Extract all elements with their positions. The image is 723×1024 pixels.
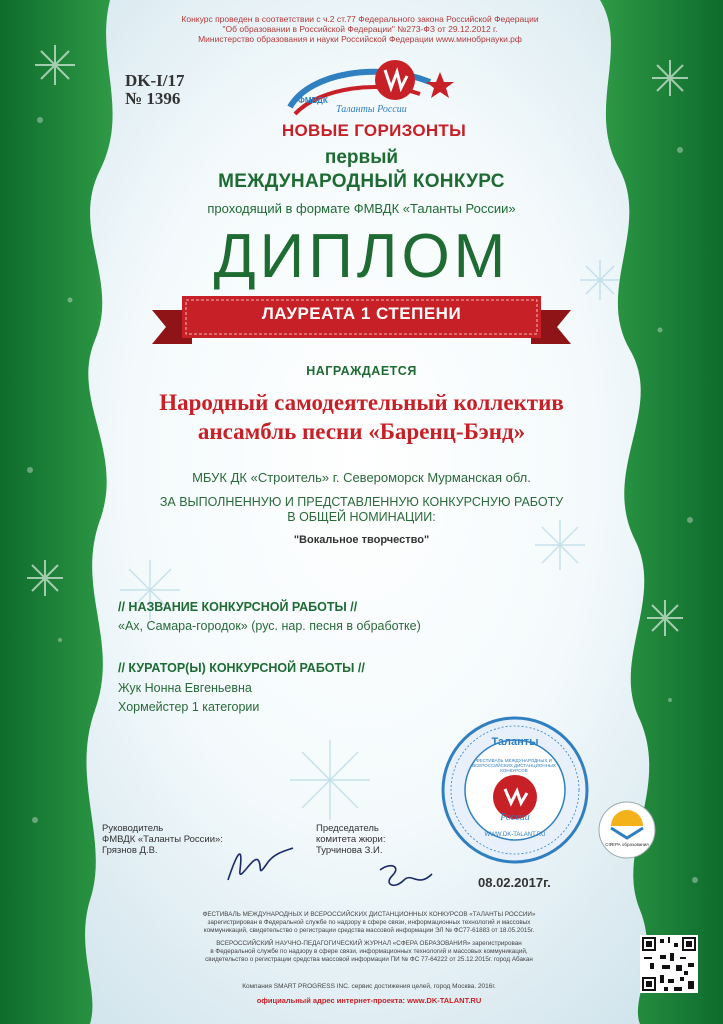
qr-code xyxy=(640,935,698,993)
recipient-name xyxy=(100,388,623,446)
curator-heading: // КУРАТОР(Ы) КОНКУРСНОЙ РАБОТЫ // xyxy=(118,661,365,675)
issue-date: 08.02.2017г. xyxy=(478,875,551,890)
brand-name: НОВЫЕ ГОРИЗОНТЫ xyxy=(281,121,467,140)
footer-2-line-2: в Федеральной службе по надзору в сфере связи, информационных технологий и массовых коммуникаций, xyxy=(210,948,528,955)
footer-official-site[interactable]: официальный адрес интернет-проекта: www.DK-TALANT.RU xyxy=(256,996,482,1005)
work-statement-line-1: ЗА ВЫПОЛНЕННУЮ И ПРЕДСТАВЛЕННУЮ КОНКУРСНУЮ РАБОТУ xyxy=(159,495,564,509)
footer-registration-2 xyxy=(168,940,570,964)
signature-left-handwriting xyxy=(218,840,298,890)
footer-company: Компания SMART PROGRESS INC. сервис достижения целей, город Москва. 2016г. xyxy=(242,983,496,990)
signature-right-handwriting xyxy=(372,858,442,898)
laureate-degree: ЛАУРЕАТА 1 СТЕПЕНИ xyxy=(261,304,462,323)
sfera-obrazovaniya-logo xyxy=(597,800,657,860)
work-statement xyxy=(110,495,613,525)
edu-logo-caption: СФЕРА образования xyxy=(605,842,649,847)
nomination: "Вокальное творчество" xyxy=(293,534,430,546)
stamp-site: WWW.DK-TALANT.RU xyxy=(484,832,546,838)
work-title: «Ах, Самара-городок» (рус. нар. песня в обработке) xyxy=(118,619,421,633)
signature-left-name: Грязнов Д.В. xyxy=(102,845,158,856)
footer-1-line-2: зарегистрирован в Федеральной службе по надзору в сфере связи, информационных технологий и массовых xyxy=(207,919,531,926)
signature-right-block xyxy=(316,823,385,856)
recipient-organization: МБУК ДК «Строитель» г. Североморск Мурманская обл. xyxy=(192,470,531,485)
signature-left-title-2: ФМВДК «Таланты России»: xyxy=(102,834,223,845)
signature-right-title-2: комитета жюри: xyxy=(316,834,386,845)
contest-title: МЕЖДУНАРОДНЫЙ КОНКУРС xyxy=(218,171,505,192)
footer-2-line-3: свидетельство о регистрации средства массовой информации ПИ № ФС 77-64222 от 25.12.2015г. город Абакан xyxy=(205,956,533,963)
signature-right-title-1: Председатель xyxy=(316,823,379,834)
legal-notice-line-2: "Об образовании в Российской Федерации" №273-ФЗ от 29.12.2012 г. xyxy=(222,24,498,34)
legal-notice xyxy=(160,14,560,44)
contest-format: проходящий в формате ФМВДК «Таланты России» xyxy=(207,201,516,216)
recipient-line-2: ансамбль песни «Баренц-Бэнд» xyxy=(197,419,526,444)
legal-notice-line-3: Министерство образования и науки Российской Федерации www.минобрнауки.рф xyxy=(198,34,522,44)
signature-left-title-1: Руководитель xyxy=(102,823,164,834)
stamp-ring-text: ФЕСТИВАЛЬ МЕЖДУНАРОДНЫХ И ВСЕРОССИЙСКИХ ДИСТАНЦИОННЫХ КОНКУРСОВ xyxy=(472,758,556,773)
footer-registration-1 xyxy=(168,911,570,935)
footer-1-line-3: коммуникаций, свидетельство о регистрации средства массовой информации ЭЛ № ФС77-61883 от 18.05.2015г. xyxy=(203,927,535,934)
recipient-line-1: Народный самодеятельный коллектив xyxy=(159,390,564,415)
stamp-center-text-2: России xyxy=(500,812,530,823)
work-title-heading: // НАЗВАНИЕ КОНКУРСНОЙ РАБОТЫ // xyxy=(118,600,358,614)
diploma-code xyxy=(125,72,185,108)
curator-position: Хормейстер 1 категории xyxy=(118,700,260,714)
awarded-label: НАГРАЖДАЕТСЯ xyxy=(306,364,417,378)
footer-2-line-1: ВСЕРОССИЙСКИЙ НАУЧНО-ПЕДАГОГИЧЕСКИЙ ЖУРНАЛ «СФЕРА ОБРАЗОВАНИЯ» зарегистрирован xyxy=(216,940,522,947)
logo-small-caption: ФМВДК xyxy=(298,96,328,105)
signature-left-block xyxy=(102,823,223,856)
dk-code: DK-I/17 xyxy=(125,71,185,90)
diploma-heading: ДИПЛОМ xyxy=(213,222,510,291)
work-statement-line-2: В ОБЩЕЙ НОМИНАЦИИ: xyxy=(287,510,436,524)
signature-right-name: Турчинова З.И. xyxy=(316,845,383,856)
footer-1-line-1: ФЕСТИВАЛЬ МЕЖДУНАРОДНЫХ И ВСЕРОССИЙСКИХ ДИСТАНЦИОННЫХ КОНКУРСОВ «ТАЛАНТЫ РОССИИ» xyxy=(202,911,536,918)
logo-caption: Таланты России xyxy=(336,104,407,115)
legal-notice-line-1: Конкурс проведен в соответствии с ч.2 ст.77 Федерального закона Российской Федерации xyxy=(181,14,539,24)
diploma-number: № 1396 xyxy=(125,89,181,108)
curator-name: Жук Нонна Евгеньевна xyxy=(118,681,252,695)
stamp-center-text: Таланты xyxy=(491,736,539,748)
contest-ordinal: первый xyxy=(324,147,399,168)
